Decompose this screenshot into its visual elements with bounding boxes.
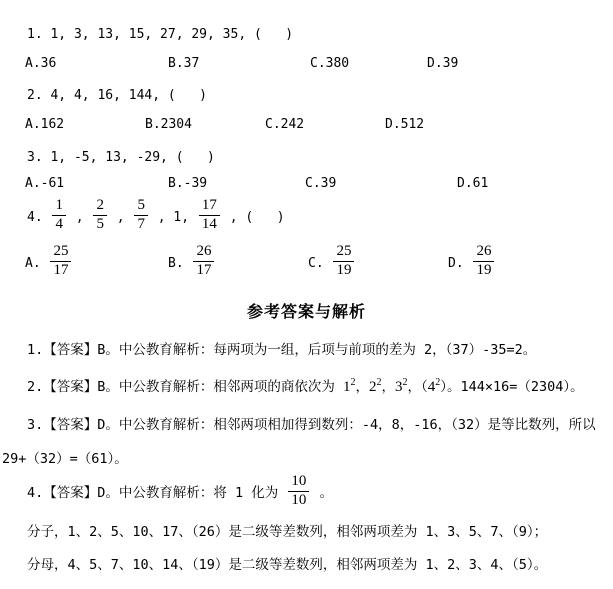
q4-option-b: B. $\frac{26}{17}$ — [168, 242, 216, 286]
q4-label: 4. — [27, 210, 51, 225]
superscript: 2 — [402, 377, 408, 388]
q3-option-b: B.-39 — [168, 176, 208, 191]
fraction: $\frac{17}{14}$ — [199, 198, 220, 233]
answer-4-line3: 分母，4、5、7、10、14、（19）是二级等差数列，相邻两项差为 1、2、3、4、（5）。 — [27, 557, 548, 573]
q4-option-a: A. $\frac{25}{17}$ — [25, 242, 73, 286]
q1-option-a: A.36 — [25, 56, 57, 71]
separator: , — [67, 210, 92, 225]
fraction: $\frac{2}{5}$ — [93, 198, 107, 233]
separator: ）。 — [440, 379, 461, 395]
question-2-options — [0, 117, 613, 135]
fraction: $\frac{25}{17}$ — [50, 244, 71, 279]
question-4-options — [0, 242, 613, 286]
question-2-text: 2. 4, 4, 16, 144, ( ) — [27, 88, 208, 103]
q1-option-b: B.37 — [168, 56, 200, 71]
answer-1: 1.【答案】B。中公教育解析：每两项为一组，后项与前项的差为 2，（37）-35=2。 — [27, 342, 537, 358]
answer-4-prefix: 4.【答案】D。中公教育解析：将 1 化为 — [27, 485, 287, 501]
separator: ， — [381, 379, 396, 395]
q2-option-d: D.512 — [385, 117, 425, 132]
fraction: $\frac{1}{4}$ — [52, 198, 66, 233]
answer-3-line1: 3.【答案】D。中公教育解析：相邻两项相加得到数列：-4，8，-16，（32）是等比数列，所以 — [27, 417, 596, 433]
answer-4-line1 — [27, 474, 333, 512]
superscript: 2 — [350, 377, 356, 388]
answer-4-suffix: 。 — [311, 485, 334, 501]
power-term: $1^2$ — [343, 377, 356, 395]
superscript: 2 — [435, 377, 441, 388]
q3-option-c: C.39 — [305, 176, 337, 191]
q3-option-a: A.-61 — [25, 176, 65, 191]
answers-heading: 参考答案与解析 — [246, 302, 366, 321]
fraction: $\frac{26}{19}$ — [473, 244, 494, 279]
q2-option-b: B.2304 — [145, 117, 192, 132]
q4-option-d: D. $\frac{26}{19}$ — [448, 242, 496, 286]
separator: ， — [355, 379, 370, 395]
question-1-text: 1. 1, 3, 13, 15, 27, 29, 35, ( ) — [27, 27, 294, 42]
power-term: $4^2$ — [427, 377, 441, 395]
power-term: $3^2$ — [395, 377, 408, 395]
q1-option-d: D.39 — [427, 56, 459, 71]
question-3-options — [0, 176, 613, 194]
separator: ，（ — [407, 379, 428, 395]
q1-option-c: C.380 — [310, 56, 350, 71]
answer-3-line2: 29+（32）=（61）。 — [2, 451, 128, 467]
fraction: $\frac{10}{10}$ — [288, 474, 309, 509]
question-3-text: 3. 1, -5, 13, -29, ( ) — [27, 150, 215, 165]
q2-option-a: A.162 — [25, 117, 65, 132]
question-1-options — [0, 56, 613, 74]
fraction: $\frac{25}{19}$ — [333, 244, 354, 279]
superscript: 2 — [376, 377, 382, 388]
separator: , — [108, 210, 133, 225]
question-4-text — [27, 196, 285, 240]
answer-2-prefix: 2.【答案】B。中公教育解析：相邻两项的商依次为 — [27, 379, 344, 395]
q4-option-c: C. $\frac{25}{19}$ — [308, 242, 356, 286]
answer-2 — [27, 379, 584, 396]
q3-option-d: D.61 — [457, 176, 489, 191]
answer-2-tail: 144×16=（2304）。 — [460, 379, 584, 395]
fraction: $\frac{5}{7}$ — [134, 198, 148, 233]
separator: , ( ) — [221, 210, 285, 225]
separator: , 1, — [149, 210, 197, 225]
power-term: $2^2$ — [369, 377, 382, 395]
q2-option-c: C.242 — [265, 117, 305, 132]
answer-4-line2: 分子，1、2、5、10、17、（26）是二级等差数列，相邻两项差为 1、3、5、7、（9）； — [27, 524, 548, 540]
fraction: $\frac{26}{17}$ — [193, 244, 214, 279]
